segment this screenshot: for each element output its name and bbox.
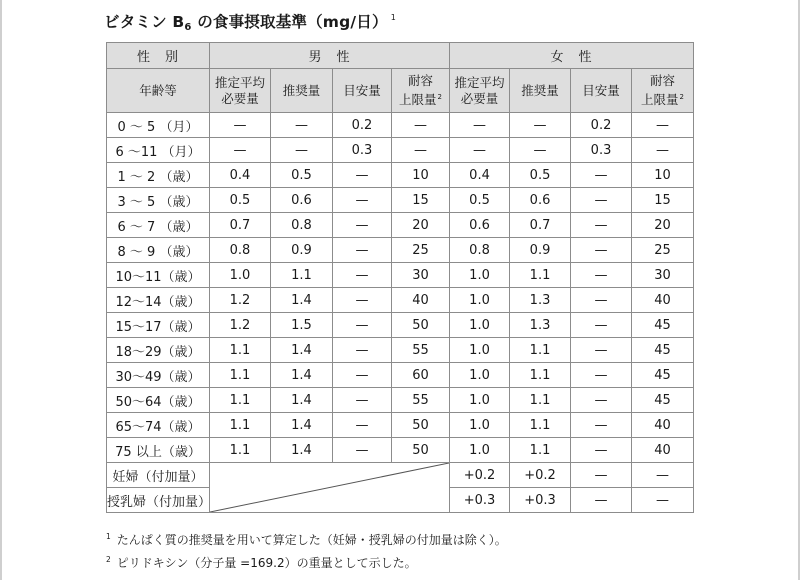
value-cell: — — [632, 138, 694, 163]
value-cell: 15 — [392, 188, 450, 213]
value-cell: — — [571, 363, 632, 388]
value-cell: 10 — [392, 163, 450, 188]
age-cell: 15～17（歳） — [107, 313, 210, 338]
value-cell: 30 — [632, 263, 694, 288]
age-cell: 65～74（歳） — [107, 413, 210, 438]
value-cell: — — [450, 113, 510, 138]
value-cell: — — [571, 238, 632, 263]
value-cell: 1.1 — [510, 338, 571, 363]
value-cell: 25 — [632, 238, 694, 263]
table-row — [107, 113, 694, 138]
value-cell: 1.0 — [450, 338, 510, 363]
age-cell: 10～11（歳） — [107, 263, 210, 288]
value-cell: — — [333, 338, 392, 363]
value-cell: — — [571, 488, 632, 513]
table-row — [107, 313, 694, 338]
value-cell: 1.0 — [450, 313, 510, 338]
value-cell: 1.1 — [210, 338, 271, 363]
value-cell: — — [571, 313, 632, 338]
value-cell: 0.4 — [450, 163, 510, 188]
value-cell: — — [333, 188, 392, 213]
value-cell: 1.1 — [510, 263, 571, 288]
value-cell: — — [632, 488, 694, 513]
value-cell: +0.3 — [450, 488, 510, 513]
value-cell: 1.0 — [450, 413, 510, 438]
value-cell: +0.2 — [510, 463, 571, 488]
value-cell: 0.2 — [571, 113, 632, 138]
value-cell: 0.7 — [510, 213, 571, 238]
table-row — [107, 163, 694, 188]
female-header: 女 性 — [450, 43, 694, 69]
table-row — [107, 463, 694, 488]
page-edge-left — [0, 0, 2, 580]
value-cell: 1.4 — [271, 413, 333, 438]
value-cell: 40 — [632, 438, 694, 463]
footnote-2: $^2$ ピリドキシン（分子量 =169.2）の重量として示した。 — [106, 555, 417, 570]
value-cell: 40 — [632, 288, 694, 313]
value-cell: 60 — [392, 363, 450, 388]
table-row — [107, 238, 694, 263]
value-cell: 1.4 — [271, 288, 333, 313]
age-cell: 75 以上（歳） — [107, 438, 210, 463]
value-cell: — — [333, 238, 392, 263]
value-cell: — — [571, 163, 632, 188]
value-cell: 0.9 — [271, 238, 333, 263]
value-cell: — — [333, 388, 392, 413]
female-col-header-1: 推奨量 — [510, 69, 571, 113]
value-cell: 0.4 — [210, 163, 271, 188]
value-cell: — — [333, 313, 392, 338]
value-cell: 0.6 — [450, 213, 510, 238]
value-cell: 45 — [632, 338, 694, 363]
female-col-header-0: 推定平均 必要量 — [450, 69, 510, 113]
value-cell: 0.5 — [210, 188, 271, 213]
value-cell: — — [571, 213, 632, 238]
value-cell: — — [571, 463, 632, 488]
value-cell: 0.8 — [210, 238, 271, 263]
value-cell: 1.0 — [450, 438, 510, 463]
value-cell: 1.0 — [450, 363, 510, 388]
value-cell: 40 — [392, 288, 450, 313]
female-col-header-3: 耐容 上限量$^2$ — [632, 69, 694, 113]
value-cell: 1.0 — [210, 263, 271, 288]
value-cell: — — [571, 438, 632, 463]
value-cell: 55 — [392, 338, 450, 363]
table-row — [107, 263, 694, 288]
age-cell: 3 ～ 5 （歳） — [107, 188, 210, 213]
value-cell: 40 — [632, 413, 694, 438]
table-row — [107, 338, 694, 363]
value-cell: — — [271, 138, 333, 163]
value-cell: 25 — [392, 238, 450, 263]
table-row — [107, 213, 694, 238]
age-cell: 6 ～ 7 （歳） — [107, 213, 210, 238]
value-cell: 1.1 — [271, 263, 333, 288]
value-cell: 20 — [392, 213, 450, 238]
intake-table-container — [106, 42, 693, 520]
footnotes — [106, 527, 507, 573]
value-cell: — — [333, 288, 392, 313]
male-col-header-3: 耐容 上限量$^2$ — [392, 69, 450, 113]
age-cell: 12～14（歳） — [107, 288, 210, 313]
table-row — [107, 438, 694, 463]
value-cell: — — [333, 413, 392, 438]
value-cell: — — [510, 113, 571, 138]
age-header: 年齢等 — [107, 69, 210, 113]
value-cell: 0.6 — [271, 188, 333, 213]
value-cell: 1.2 — [210, 288, 271, 313]
value-cell: — — [571, 338, 632, 363]
value-cell: — — [632, 113, 694, 138]
value-cell: — — [210, 113, 271, 138]
value-cell: — — [271, 113, 333, 138]
diagonal-line — [210, 463, 449, 512]
value-cell: 50 — [392, 313, 450, 338]
value-cell: — — [450, 138, 510, 163]
value-cell: 0.9 — [510, 238, 571, 263]
value-cell: 1.0 — [450, 388, 510, 413]
value-cell: — — [571, 188, 632, 213]
age-cell: 18～29（歳） — [107, 338, 210, 363]
value-cell: 1.5 — [271, 313, 333, 338]
value-cell: 0.3 — [333, 138, 392, 163]
value-cell: 1.3 — [510, 288, 571, 313]
value-cell: — — [571, 288, 632, 313]
value-cell: 0.2 — [333, 113, 392, 138]
value-cell: 1.1 — [510, 388, 571, 413]
value-cell: 1.1 — [210, 438, 271, 463]
value-cell: 45 — [632, 363, 694, 388]
value-cell: 1.4 — [271, 388, 333, 413]
value-cell: 1.4 — [271, 363, 333, 388]
value-cell: 0.5 — [450, 188, 510, 213]
value-cell: 1.1 — [210, 413, 271, 438]
value-cell: 30 — [392, 263, 450, 288]
value-cell: — — [333, 213, 392, 238]
age-cell: 1 ～ 2 （歳） — [107, 163, 210, 188]
value-cell: — — [571, 413, 632, 438]
value-cell: — — [571, 388, 632, 413]
value-cell: 1.0 — [450, 263, 510, 288]
table-row — [107, 388, 694, 413]
male-col-header-2: 目安量 — [333, 69, 392, 113]
value-cell: 1.1 — [510, 363, 571, 388]
group-cell: 授乳婦（付加量） — [107, 488, 210, 513]
female-col-header-2: 目安量 — [571, 69, 632, 113]
value-cell: — — [333, 363, 392, 388]
value-cell: — — [333, 263, 392, 288]
table-row — [107, 138, 694, 163]
value-cell: 0.6 — [510, 188, 571, 213]
value-cell: 0.3 — [571, 138, 632, 163]
value-cell: — — [333, 163, 392, 188]
footnote-1: $^1$ たんぱく質の推奨量を用いて算定した（妊婦・授乳婦の付加量は除く）。 — [106, 532, 507, 547]
value-cell: 20 — [632, 213, 694, 238]
table-row — [107, 288, 694, 313]
value-cell: 55 — [392, 388, 450, 413]
value-cell: — — [510, 138, 571, 163]
group-cell: 妊婦（付加量） — [107, 463, 210, 488]
value-cell: +0.3 — [510, 488, 571, 513]
value-cell: 1.1 — [210, 363, 271, 388]
value-cell: +0.2 — [450, 463, 510, 488]
male-col-header-1: 推奨量 — [271, 69, 333, 113]
value-cell: 10 — [632, 163, 694, 188]
value-cell: 0.8 — [450, 238, 510, 263]
table-row — [107, 363, 694, 388]
value-cell: 50 — [392, 438, 450, 463]
age-cell: 30～49（歳） — [107, 363, 210, 388]
sex-header: 性 別 — [107, 43, 210, 69]
value-cell: — — [392, 138, 450, 163]
age-cell: 8 ～ 9 （歳） — [107, 238, 210, 263]
value-cell: 0.5 — [510, 163, 571, 188]
value-cell: 1.1 — [510, 413, 571, 438]
value-cell: 0.5 — [271, 163, 333, 188]
value-cell: — — [392, 113, 450, 138]
value-cell: 1.3 — [510, 313, 571, 338]
age-cell: 6 ～11 （月） — [107, 138, 210, 163]
value-cell: 45 — [632, 388, 694, 413]
table-title: ビタミン $B_6$ の食事摂取基準（mg/日） $^1$ — [104, 13, 396, 33]
value-cell: 50 — [392, 413, 450, 438]
value-cell: — — [571, 263, 632, 288]
not-applicable-cell — [210, 463, 450, 513]
value-cell: 0.7 — [210, 213, 271, 238]
male-col-header-0: 推定平均 必要量 — [210, 69, 271, 113]
age-cell: 50～64（歳） — [107, 388, 210, 413]
value-cell: 1.4 — [271, 338, 333, 363]
value-cell: — — [210, 138, 271, 163]
value-cell: 15 — [632, 188, 694, 213]
male-header: 男 性 — [210, 43, 450, 69]
intake-table — [106, 42, 694, 513]
age-cell: 0 ～ 5 （月） — [107, 113, 210, 138]
value-cell: 1.0 — [450, 288, 510, 313]
value-cell: 1.4 — [271, 438, 333, 463]
value-cell: 0.8 — [271, 213, 333, 238]
value-cell: — — [632, 463, 694, 488]
value-cell: 1.1 — [510, 438, 571, 463]
table-row — [107, 413, 694, 438]
value-cell: — — [333, 438, 392, 463]
value-cell: 1.2 — [210, 313, 271, 338]
value-cell: 1.1 — [210, 388, 271, 413]
value-cell: 45 — [632, 313, 694, 338]
table-row — [107, 188, 694, 213]
